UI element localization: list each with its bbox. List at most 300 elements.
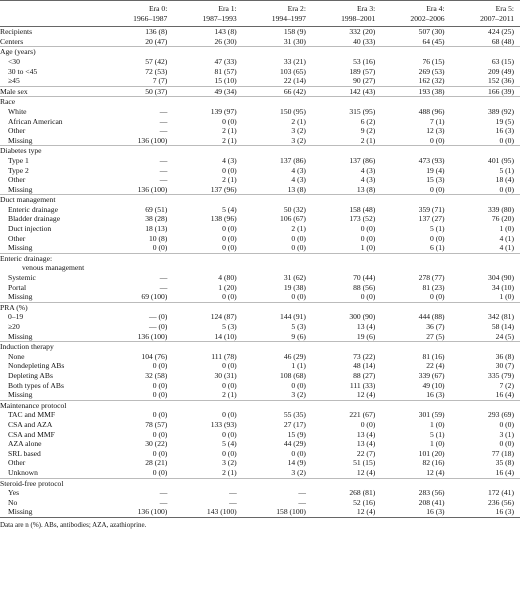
cell-value: 81 (57)	[214, 66, 237, 76]
table-row	[0, 410, 520, 420]
cell-value: 38 (28)	[145, 214, 168, 224]
cell-value: — (0)	[148, 312, 168, 322]
cell-value: 5 (3)	[291, 322, 306, 331]
cell-value: —	[229, 488, 237, 498]
cell-value: 15 (3)	[426, 175, 445, 185]
cell-value	[451, 400, 520, 410]
cell-value: 193 (38)	[381, 86, 450, 97]
cell-value: 31 (30)	[283, 36, 306, 46]
cell-value: 12 (4)	[356, 467, 376, 477]
cell-value: —	[159, 165, 168, 175]
cell-value: 4 (1)	[499, 233, 514, 243]
table-row	[0, 390, 520, 400]
cell-value: 2 (1)	[222, 175, 237, 185]
cell-value	[312, 146, 381, 156]
table-row	[0, 439, 520, 449]
table-row	[0, 47, 520, 57]
cell-value: 15 (10)	[214, 76, 237, 86]
column-era-label: Era 4:	[381, 1, 450, 14]
row-label: Recipients	[0, 27, 33, 37]
cell-value: 32 (58)	[145, 370, 168, 380]
cell-value	[381, 400, 450, 410]
cell-value: 103 (65)	[280, 66, 306, 76]
table-row	[0, 117, 520, 127]
cell-value	[243, 263, 312, 273]
cell-value: 158 (48)	[349, 204, 376, 214]
cell-value: 137 (27)	[418, 214, 445, 224]
cell-value	[173, 342, 242, 352]
cell-value: 0 (0)	[360, 292, 376, 302]
cell-value: 7 (2)	[499, 380, 514, 390]
row-label: Other	[8, 458, 26, 468]
cell-value	[243, 478, 312, 488]
cell-value: 136 (8)	[145, 27, 168, 37]
cell-value	[243, 302, 312, 312]
cell-value: 0 (0)	[222, 165, 237, 175]
cell-value: 158 (9)	[283, 27, 306, 37]
cell-value: 9 (6)	[291, 331, 306, 341]
cell-value: 5 (3)	[222, 322, 237, 331]
cell-value: 4 (80)	[218, 273, 237, 283]
cell-value: 13 (8)	[287, 184, 306, 194]
row-label: CSA and MMF	[8, 429, 55, 439]
cell-value: 68 (48)	[491, 36, 514, 46]
cell-value: 19 (6)	[356, 331, 376, 341]
cell-value: 3 (2)	[222, 458, 237, 468]
cell-value: 4 (1)	[499, 243, 514, 253]
cell-value: 0 (0)	[499, 184, 514, 194]
cell-value: 19 (38)	[283, 282, 306, 292]
table-row	[0, 107, 520, 117]
cell-value: 4 (3)	[222, 155, 237, 165]
column-era-label: Era 1:	[173, 1, 242, 14]
cell-value: 88 (56)	[353, 282, 376, 292]
header-blank	[0, 1, 104, 14]
cell-value: 111 (78)	[211, 351, 237, 361]
cell-value: 444 (88)	[418, 312, 445, 322]
cell-value: —	[159, 273, 168, 283]
cell-value	[243, 97, 312, 107]
cell-value: 30 (31)	[214, 370, 237, 380]
cell-value: 77 (18)	[491, 448, 514, 458]
cell-value	[104, 400, 173, 410]
cell-value: 58 (14)	[491, 322, 514, 331]
cell-value: 0 (0)	[430, 233, 445, 243]
table-row	[0, 273, 520, 283]
table-row	[0, 283, 520, 293]
cell-value: 111 (33)	[349, 380, 376, 390]
cell-value: 0 (0)	[222, 380, 237, 390]
row-label: No	[8, 497, 18, 507]
row-label: Other	[8, 233, 26, 243]
cell-value	[381, 263, 450, 273]
cell-value: 52 (16)	[353, 497, 376, 507]
cell-value: 359 (71)	[418, 204, 445, 214]
cell-value: 1 (0)	[360, 243, 376, 253]
cell-value: 0 (0)	[222, 448, 237, 458]
cell-value	[173, 47, 242, 57]
cell-value	[451, 478, 520, 488]
row-label: Type 2	[8, 165, 29, 175]
cell-value: 78 (57)	[145, 419, 168, 429]
cell-value: 48 (14)	[353, 361, 376, 371]
cell-value	[381, 146, 450, 156]
row-label: Systemic	[8, 273, 36, 283]
cell-value: 76 (20)	[491, 214, 514, 224]
column-years-label: 1994–1997	[243, 14, 312, 27]
cell-value	[173, 97, 242, 107]
cell-value: 173 (52)	[349, 214, 376, 224]
cell-value: 5 (4)	[222, 439, 237, 449]
row-label: Age (years)	[0, 47, 104, 57]
cell-value: 136 (100)	[137, 184, 168, 194]
cell-value: 137 (96)	[210, 184, 237, 194]
cell-value: 16 (3)	[451, 507, 520, 517]
cell-value: 342 (81)	[488, 312, 514, 322]
cell-value: 0 (0)	[222, 224, 237, 234]
row-label: Male sex	[0, 86, 104, 97]
cell-value: 1 (1)	[291, 361, 306, 371]
cell-value: 3 (2)	[291, 135, 306, 145]
cell-value: 73 (22)	[353, 351, 376, 361]
cell-value: 16 (3)	[495, 126, 514, 136]
row-label: Portal	[8, 282, 27, 292]
cell-value: 389 (92)	[488, 106, 514, 116]
cell-value: 30 (22)	[145, 439, 168, 449]
cell-value: 4 (3)	[291, 165, 306, 175]
cell-value: 16 (3)	[381, 507, 450, 517]
cell-value	[312, 478, 381, 488]
cell-value: 0 (0)	[152, 243, 168, 253]
column-era-label: Era 0:	[104, 1, 173, 14]
cell-value: 18 (13)	[145, 224, 168, 234]
table-row	[0, 126, 520, 136]
cell-value: 5 (1)	[430, 224, 445, 234]
row-label: Missing	[8, 243, 33, 253]
cell-value	[243, 253, 312, 263]
cell-value: 76 (15)	[422, 56, 445, 66]
cell-value: 0 (0)	[360, 233, 376, 243]
cell-value: —	[229, 497, 237, 507]
cell-value: 4 (3)	[360, 165, 376, 175]
cell-value	[381, 253, 450, 263]
cell-value	[381, 97, 450, 107]
cell-value: 16 (4)	[495, 467, 514, 477]
cell-value: 124 (87)	[210, 312, 237, 322]
cell-value	[451, 195, 520, 205]
cell-value: 189 (57)	[349, 66, 376, 76]
cell-value: 13 (4)	[356, 429, 376, 439]
table-row	[0, 488, 520, 498]
cell-value	[451, 302, 520, 312]
cell-value: 26 (30)	[214, 36, 237, 46]
cell-value: 142 (43)	[312, 86, 381, 97]
cell-value: 144 (91)	[280, 312, 306, 322]
cell-value: 3 (2)	[291, 126, 306, 136]
table-header	[0, 1, 520, 27]
table-row	[0, 234, 520, 244]
cell-value: 20 (47)	[145, 36, 168, 46]
cell-value: 332 (20)	[349, 27, 376, 37]
row-label: 0–19	[8, 312, 24, 322]
cell-value: 0 (0)	[430, 292, 445, 302]
cell-value: 50 (37)	[104, 86, 173, 97]
row-label: Depleting ABs	[8, 370, 53, 380]
row-label: Enteric drainage:	[0, 253, 104, 263]
row-label: Induction therapy	[0, 342, 104, 352]
table-row	[0, 243, 520, 253]
table-row	[0, 400, 520, 410]
cell-value: 57 (42)	[145, 56, 168, 66]
table-row	[0, 146, 520, 156]
cell-value: —	[298, 488, 306, 498]
table-row	[0, 322, 520, 332]
cell-value	[451, 263, 520, 273]
cell-value: 47 (33)	[214, 56, 237, 66]
cell-value: —	[159, 126, 168, 136]
cell-value: 49 (34)	[173, 86, 242, 97]
cell-value: 18 (4)	[495, 175, 514, 185]
row-label: 30 to <45	[8, 66, 38, 76]
cell-value	[173, 146, 242, 156]
cell-value: 13 (4)	[356, 322, 376, 331]
cell-value	[104, 253, 173, 263]
cell-value: 293 (69)	[488, 410, 514, 420]
cell-value: 49 (10)	[422, 380, 445, 390]
row-label: Both types of ABs	[8, 380, 64, 390]
cell-value	[381, 47, 450, 57]
cell-value: 0 (0)	[152, 410, 168, 420]
row-label: ≥45	[8, 76, 20, 86]
cell-value	[243, 146, 312, 156]
cell-value: 133 (93)	[210, 419, 237, 429]
cell-value: 166 (39)	[451, 86, 520, 97]
cell-value: 44 (29)	[283, 439, 306, 449]
cell-value: 172 (41)	[488, 488, 514, 498]
cell-value: 106 (67)	[280, 214, 306, 224]
row-label: None	[8, 351, 25, 361]
column-years-label: 1966–1987	[104, 14, 173, 27]
table-row	[0, 352, 520, 362]
cell-value: 0 (0)	[152, 467, 168, 477]
cell-value: 0 (0)	[291, 233, 306, 243]
table-row	[0, 361, 520, 371]
cell-value: 488 (96)	[418, 106, 445, 116]
cell-value: 137 (86)	[280, 155, 306, 165]
cell-value: 22 (7)	[356, 448, 376, 458]
cell-value	[312, 263, 381, 273]
row-label: Missing	[0, 507, 104, 517]
cell-value: 31 (62)	[283, 273, 306, 283]
cell-value	[173, 195, 242, 205]
cell-value: 0 (0)	[152, 361, 168, 371]
cell-value: 473 (93)	[418, 155, 445, 165]
cell-value: 15 (9)	[287, 429, 306, 439]
cell-value: 34 (10)	[491, 282, 514, 292]
cell-value: —	[159, 282, 168, 292]
row-label: Diabetes type	[0, 146, 104, 156]
cell-value: 150 (95)	[280, 106, 306, 116]
cell-value: 0 (0)	[291, 448, 306, 458]
cell-value: 0 (0)	[430, 135, 445, 145]
cell-value: 152 (36)	[488, 76, 514, 86]
cell-value: 66 (42)	[243, 86, 312, 97]
row-label: Type 1	[8, 155, 29, 165]
cell-value	[243, 342, 312, 352]
row-label: AZA alone	[8, 439, 42, 449]
cell-value: 24 (5)	[495, 331, 514, 341]
table-body	[0, 27, 520, 518]
table-row	[0, 342, 520, 352]
row-label: Centers	[0, 36, 24, 46]
cell-value: 0 (0)	[360, 224, 376, 234]
cell-value	[312, 253, 381, 263]
cell-value	[173, 400, 242, 410]
cell-value: 0 (0)	[360, 419, 376, 429]
cell-value	[173, 302, 242, 312]
cell-value: 335 (79)	[488, 370, 514, 380]
cell-value: 162 (32)	[418, 76, 445, 86]
cell-value: 315 (95)	[349, 106, 376, 116]
cell-value: 2 (1)	[222, 126, 237, 136]
cell-value: 208 (41)	[418, 497, 445, 507]
cell-value: 12 (4)	[356, 390, 376, 400]
row-label: Race	[0, 97, 104, 107]
cell-value: 22 (4)	[426, 361, 445, 371]
cell-value: 304 (90)	[488, 273, 514, 283]
cell-value: 30 (7)	[495, 361, 514, 371]
cell-value: 27 (17)	[283, 419, 306, 429]
column-era-label: Era 2:	[243, 1, 312, 14]
cell-value	[312, 302, 381, 312]
cell-value: 0 (0)	[291, 292, 306, 302]
table-row	[0, 185, 520, 195]
cell-value	[312, 400, 381, 410]
cell-value: 13 (4)	[356, 439, 376, 449]
cell-value: 12 (4)	[426, 467, 445, 477]
cell-value: 69 (100)	[141, 292, 168, 302]
cell-value: 46 (29)	[283, 351, 306, 361]
column-years-label: 1987–1993	[173, 14, 242, 27]
table-row	[0, 292, 520, 302]
cell-value	[381, 302, 450, 312]
cell-value	[312, 195, 381, 205]
table-row	[0, 86, 520, 97]
table-row	[0, 57, 520, 67]
cell-value: 339 (67)	[418, 370, 445, 380]
cell-value: 0 (0)	[499, 135, 514, 145]
cell-value: 1 (20)	[218, 282, 237, 292]
cell-value: 5 (4)	[222, 204, 237, 214]
cell-value	[451, 97, 520, 107]
column-years-label: 2007–2011	[451, 14, 520, 27]
cell-value: 1 (0)	[430, 419, 445, 429]
row-label: White	[8, 106, 27, 116]
cell-value: 4 (3)	[360, 175, 376, 185]
table-row	[0, 205, 520, 215]
column-years-label: 2002–2006	[381, 14, 450, 27]
table-row	[0, 420, 520, 430]
cell-value: 268 (81)	[349, 488, 376, 498]
cell-value: 0 (0)	[499, 439, 514, 449]
cell-value: 283 (56)	[418, 488, 445, 498]
cell-value: 22 (14)	[283, 76, 306, 86]
cell-value: — (0)	[148, 322, 168, 331]
cell-value	[173, 253, 242, 263]
row-label: Missing	[8, 292, 33, 302]
cell-value: 2 (1)	[291, 224, 306, 234]
cell-value: 209 (49)	[488, 66, 514, 76]
cell-value	[104, 342, 173, 352]
table-row	[0, 332, 520, 342]
row-label: Missing	[8, 390, 33, 400]
cell-value	[451, 253, 520, 263]
table-row	[0, 214, 520, 224]
table-row	[0, 224, 520, 234]
cell-value: 14 (10)	[214, 331, 237, 341]
table-row	[0, 371, 520, 381]
cell-value: 4 (3)	[291, 175, 306, 185]
cell-value	[451, 146, 520, 156]
cell-value: 6 (1)	[430, 243, 445, 253]
cell-value: 55 (35)	[283, 410, 306, 420]
cell-value	[243, 195, 312, 205]
row-label: Duct management	[0, 195, 104, 205]
cell-value: 0 (0)	[152, 390, 168, 400]
row-label: Missing	[8, 331, 33, 341]
cell-value: 19 (4)	[426, 165, 445, 175]
cell-value: —	[159, 106, 168, 116]
row-label: Duct injection	[8, 224, 52, 234]
table-row	[0, 458, 520, 468]
cell-value: 2 (1)	[360, 135, 376, 145]
cell-value: 81 (23)	[422, 282, 445, 292]
table-row	[0, 478, 520, 488]
cell-value	[243, 400, 312, 410]
cell-value: 301 (59)	[418, 410, 445, 420]
cell-value: 1 (0)	[499, 292, 514, 302]
cell-value: 19 (5)	[495, 116, 514, 126]
row-label: CSA and AZA	[8, 419, 53, 429]
column-era-label: Era 3:	[312, 1, 381, 14]
cell-value: 269 (53)	[418, 66, 445, 76]
row-label: Enteric drainage	[8, 204, 58, 214]
cell-value	[104, 302, 173, 312]
cell-value: 82 (16)	[422, 458, 445, 468]
cell-value	[173, 263, 242, 273]
cell-value: 14 (9)	[287, 458, 306, 468]
table-row	[0, 76, 520, 86]
cell-value: 507 (30)	[418, 27, 445, 37]
column-era-label: Era 5:	[451, 1, 520, 14]
cell-value: 50 (32)	[283, 204, 306, 214]
cell-value	[451, 47, 520, 57]
cell-value	[312, 47, 381, 57]
cell-value: 70 (44)	[353, 273, 376, 283]
table-row	[0, 166, 520, 176]
column-years-label: 1998–2001	[312, 14, 381, 27]
cell-value: 9 (2)	[360, 126, 376, 136]
cell-value	[104, 47, 173, 57]
cell-value	[312, 342, 381, 352]
cell-value: —	[159, 116, 168, 126]
cell-value: 12 (4)	[312, 507, 381, 517]
cell-value: 16 (4)	[495, 390, 514, 400]
cell-value	[104, 263, 173, 273]
cell-value: 139 (97)	[210, 106, 237, 116]
row-label: Yes	[8, 488, 20, 498]
cell-value: 104 (76)	[141, 351, 168, 361]
